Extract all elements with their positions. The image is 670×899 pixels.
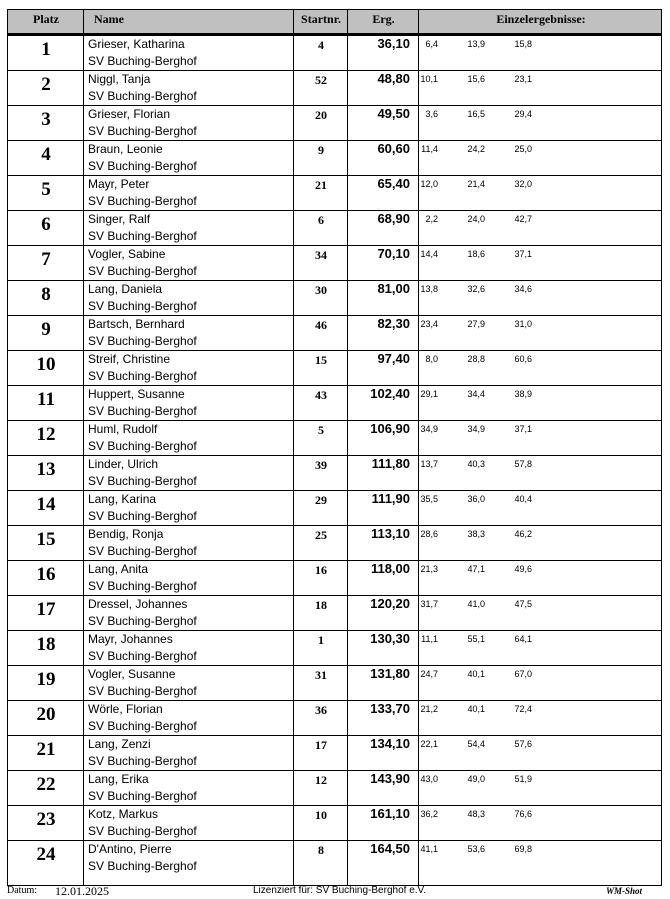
table-row (8, 771, 661, 806)
start-number: 20 (315, 108, 327, 122)
single-result: 49,0 (467, 774, 485, 784)
single-result: 27,9 (467, 319, 485, 329)
table-row (8, 596, 661, 631)
start-number: 30 (315, 283, 327, 297)
table-row (8, 491, 661, 526)
single-result: 40,3 (467, 459, 485, 469)
single-result: 29,1 (420, 389, 438, 399)
start-number: 1 (318, 633, 324, 647)
club-name: SV Buching-Berghof (88, 124, 197, 138)
start-number: 25 (315, 528, 327, 542)
single-result: 43,0 (420, 774, 438, 784)
table-row (8, 281, 661, 316)
rank: 23 (36, 809, 56, 830)
single-result: 16,5 (467, 109, 485, 119)
single-result: 2,2 (425, 214, 438, 224)
single-result: 67,0 (514, 669, 532, 679)
start-number: 10 (315, 808, 327, 822)
club-name: SV Buching-Berghof (88, 229, 197, 243)
single-result: 72,4 (514, 704, 532, 714)
table-row (8, 106, 661, 141)
start-number: 15 (315, 353, 327, 367)
single-result: 32,0 (514, 179, 532, 189)
single-result: 23,4 (420, 319, 438, 329)
table-row (8, 631, 661, 666)
single-result: 8,0 (425, 354, 438, 364)
header-einzelergebnisse: Einzelergebnisse: (496, 12, 586, 26)
shooter-name: Streif, Christine (88, 352, 171, 366)
result-total: 102,40 (370, 386, 410, 401)
rank: 17 (36, 599, 56, 620)
club-name: SV Buching-Berghof (88, 369, 197, 383)
table-row (8, 351, 661, 386)
shooter-name: Lang, Erika (88, 772, 149, 786)
result-total: 133,70 (370, 701, 410, 716)
club-name: SV Buching-Berghof (88, 544, 197, 558)
club-name: SV Buching-Berghof (88, 89, 197, 103)
shooter-name: Huml, Rudolf (88, 422, 158, 436)
single-result: 24,7 (420, 669, 438, 679)
single-result: 57,6 (514, 739, 532, 749)
start-number: 17 (315, 738, 327, 752)
single-result: 13,8 (420, 284, 438, 294)
club-name: SV Buching-Berghof (88, 439, 197, 453)
result-total: 48,80 (377, 71, 410, 86)
start-number: 18 (315, 598, 327, 612)
shooter-name: Bendig, Ronja (88, 527, 164, 541)
shooter-name: Grieser, Katharina (88, 37, 185, 51)
single-result: 38,9 (514, 389, 532, 399)
result-total: 120,20 (370, 596, 410, 611)
start-number: 43 (315, 388, 327, 402)
single-result: 32,6 (467, 284, 485, 294)
shooter-name: Singer, Ralf (88, 212, 151, 226)
single-result: 15,6 (467, 74, 485, 84)
result-total: 106,90 (370, 421, 410, 436)
shooter-name: Kotz, Markus (88, 807, 159, 821)
single-result: 36,0 (467, 494, 485, 504)
start-number: 12 (315, 773, 327, 787)
result-total: 68,90 (377, 211, 410, 226)
rank: 9 (41, 319, 51, 340)
results-table (7, 9, 662, 886)
start-number: 21 (315, 178, 327, 192)
start-number: 52 (315, 73, 327, 87)
single-result: 40,4 (514, 494, 532, 504)
shooter-name: Bartsch, Bernhard (88, 317, 185, 331)
club-name: SV Buching-Berghof (88, 684, 197, 698)
club-name: SV Buching-Berghof (88, 754, 197, 768)
table-row (8, 736, 661, 771)
single-result: 38,3 (467, 529, 485, 539)
table-row (8, 666, 661, 701)
rank: 7 (41, 249, 51, 270)
table-row (8, 806, 661, 841)
table-row (8, 141, 661, 176)
table-row (8, 561, 661, 596)
shooter-name: Niggl, Tanja (88, 72, 151, 86)
table-row (8, 701, 661, 736)
shooter-name: Lang, Karina (88, 492, 157, 506)
single-result: 21,4 (467, 179, 485, 189)
single-result: 55,1 (467, 634, 485, 644)
single-result: 24,2 (467, 144, 485, 154)
start-number: 6 (318, 213, 324, 227)
rank: 13 (36, 459, 56, 480)
rank: 12 (36, 424, 56, 445)
result-total: 164,50 (370, 841, 410, 856)
single-result: 40,1 (467, 704, 485, 714)
club-name: SV Buching-Berghof (88, 264, 197, 278)
header-startnr: Startnr. (301, 12, 341, 26)
single-result: 37,1 (514, 424, 532, 434)
single-result: 3,6 (425, 109, 438, 119)
result-total: 82,30 (377, 316, 410, 331)
club-name: SV Buching-Berghof (88, 299, 197, 313)
single-result: 34,6 (514, 284, 532, 294)
result-total: 60,60 (377, 141, 410, 156)
single-result: 31,7 (420, 599, 438, 609)
club-name: SV Buching-Berghof (88, 404, 197, 418)
single-result: 6,4 (425, 39, 438, 49)
single-result: 47,1 (467, 564, 485, 574)
result-total: 161,10 (370, 806, 410, 821)
single-result: 46,2 (514, 529, 532, 539)
single-result: 28,8 (467, 354, 485, 364)
table-row (8, 36, 661, 71)
single-result: 13,9 (467, 39, 485, 49)
club-name: SV Buching-Berghof (88, 159, 197, 173)
club-name: SV Buching-Berghof (88, 719, 197, 733)
start-number: 36 (315, 703, 327, 717)
single-result: 41,0 (467, 599, 485, 609)
header-name: Name (94, 12, 124, 26)
result-total: 111,90 (371, 491, 410, 506)
rank: 8 (41, 284, 51, 305)
table-header (8, 10, 661, 36)
result-total: 130,30 (370, 631, 410, 646)
single-result: 11,4 (421, 144, 438, 154)
rank: 2 (41, 74, 51, 95)
single-result: 54,4 (467, 739, 485, 749)
result-total: 118,00 (370, 561, 410, 576)
single-result: 41,1 (420, 844, 438, 854)
single-result: 53,6 (467, 844, 485, 854)
table-row (8, 421, 661, 456)
single-result: 34,9 (420, 424, 438, 434)
shooter-name: Lang, Daniela (88, 282, 163, 296)
start-number: 4 (318, 38, 324, 52)
shooter-name: D'Antino, Pierre (88, 842, 172, 856)
shooter-name: Grieser, Florian (88, 107, 171, 121)
start-number: 31 (315, 668, 327, 682)
result-total: 49,50 (377, 106, 410, 121)
rank: 4 (41, 144, 51, 165)
shooter-name: Mayr, Peter (88, 177, 150, 191)
result-total: 111,80 (371, 456, 410, 471)
single-result: 21,2 (420, 704, 438, 714)
single-result: 51,9 (514, 774, 532, 784)
rank: 20 (36, 704, 56, 725)
single-result: 29,4 (514, 109, 532, 119)
shooter-name: Lang, Zenzi (88, 737, 151, 751)
result-total: 81,00 (377, 281, 410, 296)
rank: 5 (41, 179, 51, 200)
single-result: 24,0 (467, 214, 485, 224)
result-total: 97,40 (377, 351, 410, 366)
single-result: 76,6 (514, 809, 532, 819)
start-number: 5 (318, 423, 324, 437)
table-row (8, 246, 661, 281)
header-platz: Platz (33, 12, 59, 26)
rank: 11 (37, 389, 55, 410)
single-result: 22,1 (420, 739, 438, 749)
shooter-name: Linder, Ulrich (88, 457, 159, 471)
rank: 19 (36, 669, 56, 690)
single-result: 34,4 (467, 389, 485, 399)
single-result: 23,1 (514, 74, 532, 84)
start-number: 46 (315, 318, 327, 332)
single-result: 64,1 (514, 634, 532, 644)
rank: 24 (36, 844, 56, 865)
table-row (8, 211, 661, 246)
single-result: 10,1 (420, 74, 438, 84)
single-result: 14,4 (420, 249, 438, 259)
single-result: 31,0 (514, 319, 532, 329)
club-name: SV Buching-Berghof (88, 649, 197, 663)
result-total: 65,40 (377, 176, 410, 191)
single-result: 11,1 (421, 634, 438, 644)
start-number: 9 (318, 143, 324, 157)
footer-license: Lizenziert für: SV Buching-Berghof e.V. (253, 885, 427, 896)
rank: 3 (41, 109, 51, 130)
single-result: 57,8 (514, 459, 532, 469)
result-total: 36,10 (377, 36, 410, 51)
club-name: SV Buching-Berghof (88, 474, 197, 488)
start-number: 8 (318, 843, 324, 857)
page-footer (0, 884, 670, 898)
result-total: 70,10 (377, 246, 410, 261)
single-result: 47,5 (514, 599, 532, 609)
rank: 14 (36, 494, 56, 515)
rank: 15 (36, 529, 56, 550)
club-name: SV Buching-Berghof (88, 334, 197, 348)
result-total: 131,80 (370, 666, 410, 681)
table-row (8, 526, 661, 561)
club-name: SV Buching-Berghof (88, 789, 197, 803)
single-result: 69,8 (514, 844, 532, 854)
start-number: 39 (315, 458, 327, 472)
club-name: SV Buching-Berghof (88, 509, 197, 523)
club-name: SV Buching-Berghof (88, 54, 197, 68)
single-result: 37,1 (514, 249, 532, 259)
single-result: 48,3 (467, 809, 485, 819)
shooter-name: Lang, Anita (88, 562, 149, 576)
single-result: 25,0 (514, 144, 532, 154)
single-result: 15,8 (514, 39, 532, 49)
single-result: 36,2 (420, 809, 438, 819)
footer-date: 12.01.2025 (55, 884, 109, 898)
single-result: 21,3 (420, 564, 438, 574)
single-result: 60,6 (514, 354, 532, 364)
club-name: SV Buching-Berghof (88, 194, 197, 208)
rank: 21 (36, 739, 56, 760)
single-result: 35,5 (420, 494, 438, 504)
rank: 10 (36, 354, 56, 375)
start-number: 29 (315, 493, 327, 507)
result-total: 143,90 (370, 771, 410, 786)
single-result: 42,7 (514, 214, 532, 224)
table-row (8, 71, 661, 106)
footer-brand-logo: WM-Shot (606, 886, 643, 896)
single-result: 40,1 (467, 669, 485, 679)
shooter-name: Vogler, Sabine (88, 247, 166, 261)
single-result: 34,9 (467, 424, 485, 434)
rank: 16 (36, 564, 56, 585)
club-name: SV Buching-Berghof (88, 579, 197, 593)
single-result: 49,6 (514, 564, 532, 574)
result-total: 113,10 (370, 526, 410, 541)
shooter-name: Mayr, Johannes (88, 632, 173, 646)
shooter-name: Huppert, Susanne (88, 387, 185, 401)
shooter-name: Dressel, Johannes (88, 597, 188, 611)
rank: 18 (36, 634, 56, 655)
single-result: 18,6 (467, 249, 485, 259)
single-result: 28,6 (420, 529, 438, 539)
rank: 6 (41, 214, 51, 235)
club-name: SV Buching-Berghof (88, 824, 197, 838)
shooter-name: Braun, Leonie (88, 142, 163, 156)
table-row (8, 176, 661, 211)
table-row (8, 456, 661, 491)
rank: 1 (41, 39, 51, 60)
start-number: 34 (315, 248, 327, 262)
start-number: 16 (315, 563, 327, 577)
table-row (8, 316, 661, 351)
club-name: SV Buching-Berghof (88, 859, 197, 873)
rank: 22 (36, 774, 56, 795)
header-erg: Erg. (372, 12, 395, 26)
shooter-name: Vogler, Susanne (88, 667, 176, 681)
table-row (8, 386, 661, 421)
single-result: 12,0 (420, 179, 438, 189)
footer-date-label: Datum: (7, 885, 37, 896)
result-total: 134,10 (370, 736, 410, 751)
single-result: 13,7 (420, 459, 438, 469)
club-name: SV Buching-Berghof (88, 614, 197, 628)
shooter-name: Wörle, Florian (88, 702, 163, 716)
